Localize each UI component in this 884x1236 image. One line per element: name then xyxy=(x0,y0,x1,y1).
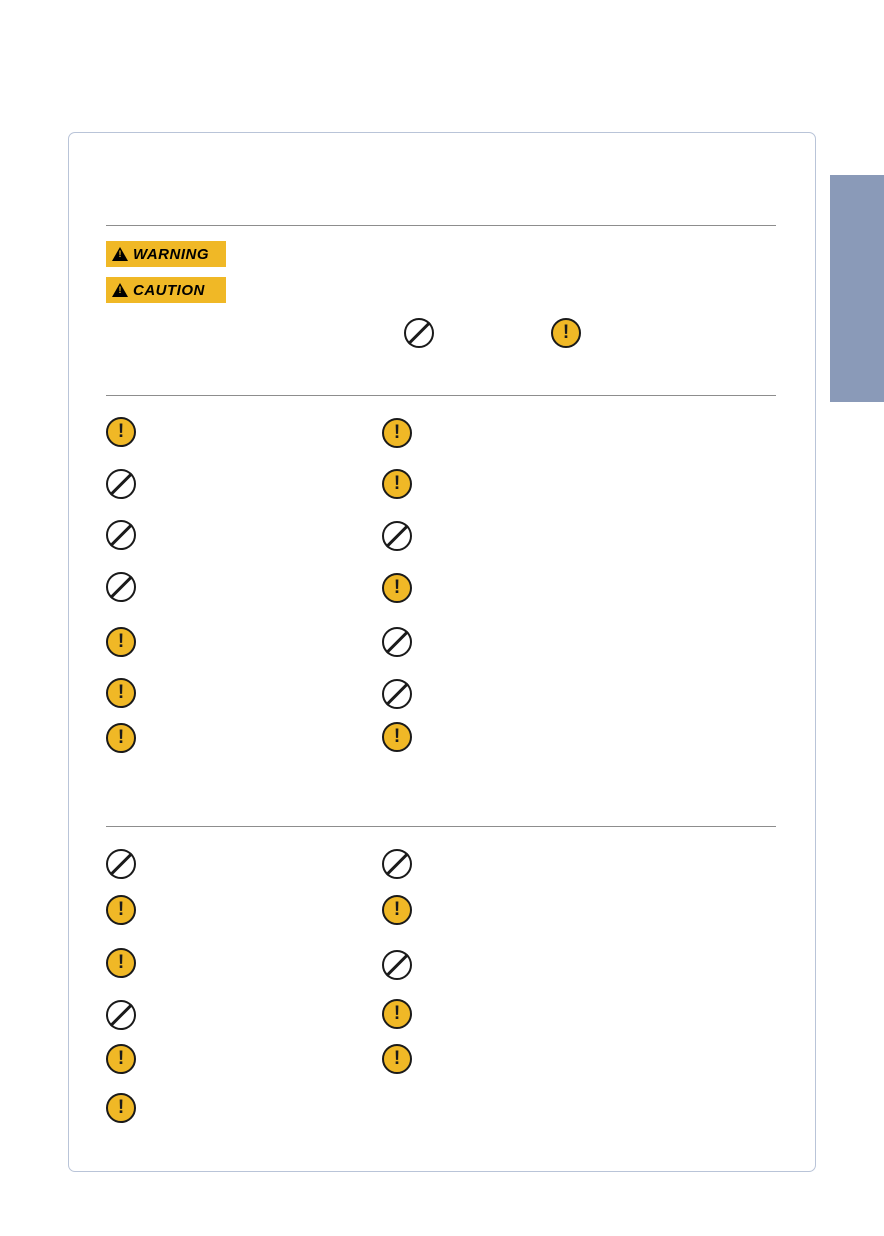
list-item xyxy=(106,1093,406,1123)
mandatory-icon xyxy=(382,999,412,1029)
mandatory-icon xyxy=(106,417,136,447)
symbol-legend xyxy=(106,318,776,354)
prohibition-icon xyxy=(382,849,412,879)
mandatory-icon xyxy=(106,1093,136,1123)
list-item xyxy=(382,849,682,879)
legend-mandatory xyxy=(551,318,581,348)
list-item xyxy=(106,1044,406,1074)
prohibition-icon xyxy=(106,1000,136,1030)
list-item xyxy=(106,849,406,879)
list-item xyxy=(106,895,406,925)
list-item xyxy=(382,573,682,603)
prohibition-icon xyxy=(382,521,412,551)
mandatory-icon xyxy=(106,723,136,753)
prohibition-icon xyxy=(106,572,136,602)
list-item xyxy=(106,948,406,978)
list-item xyxy=(382,679,682,709)
legend-prohibition xyxy=(404,318,434,348)
mandatory-icon xyxy=(106,1044,136,1074)
mandatory-icon xyxy=(106,895,136,925)
mandatory-icon xyxy=(382,418,412,448)
prohibition-icon xyxy=(106,849,136,879)
prohibition-icon xyxy=(382,679,412,709)
list-item xyxy=(106,520,406,550)
list-item xyxy=(382,418,682,448)
document-page xyxy=(68,132,816,1172)
caution-banner xyxy=(106,277,226,303)
mandatory-icon xyxy=(106,678,136,708)
list-item xyxy=(106,723,406,753)
warning-triangle-icon xyxy=(112,283,128,297)
mandatory-icon xyxy=(382,1044,412,1074)
prohibition-icon xyxy=(106,469,136,499)
prohibition-icon xyxy=(106,520,136,550)
prohibition-icon xyxy=(382,950,412,980)
list-item xyxy=(106,1000,406,1030)
mandatory-icon xyxy=(106,627,136,657)
divider-bottom xyxy=(106,826,776,827)
list-item xyxy=(382,895,682,925)
warning-triangle-icon xyxy=(112,247,128,261)
prohibition-icon xyxy=(404,318,434,348)
list-item xyxy=(106,417,406,447)
warning-banner-label: WARNING xyxy=(133,245,209,263)
list-item xyxy=(382,950,682,980)
list-item xyxy=(106,627,406,657)
mandatory-icon xyxy=(382,573,412,603)
warning-banner xyxy=(106,241,226,267)
list-item xyxy=(382,722,682,752)
list-item xyxy=(382,469,682,499)
divider-middle xyxy=(106,395,776,396)
mandatory-icon xyxy=(382,722,412,752)
list-item xyxy=(382,999,682,1029)
list-item xyxy=(382,1044,682,1074)
mandatory-icon xyxy=(106,948,136,978)
list-item xyxy=(382,521,682,551)
mandatory-icon xyxy=(551,318,581,348)
side-tab-marker xyxy=(830,175,884,402)
divider-top xyxy=(106,225,776,226)
list-item xyxy=(106,572,406,602)
mandatory-icon xyxy=(382,469,412,499)
prohibition-icon xyxy=(382,627,412,657)
list-item xyxy=(106,469,406,499)
list-item xyxy=(382,627,682,657)
list-item xyxy=(106,678,406,708)
mandatory-icon xyxy=(382,895,412,925)
caution-banner-label: CAUTION xyxy=(133,281,205,299)
